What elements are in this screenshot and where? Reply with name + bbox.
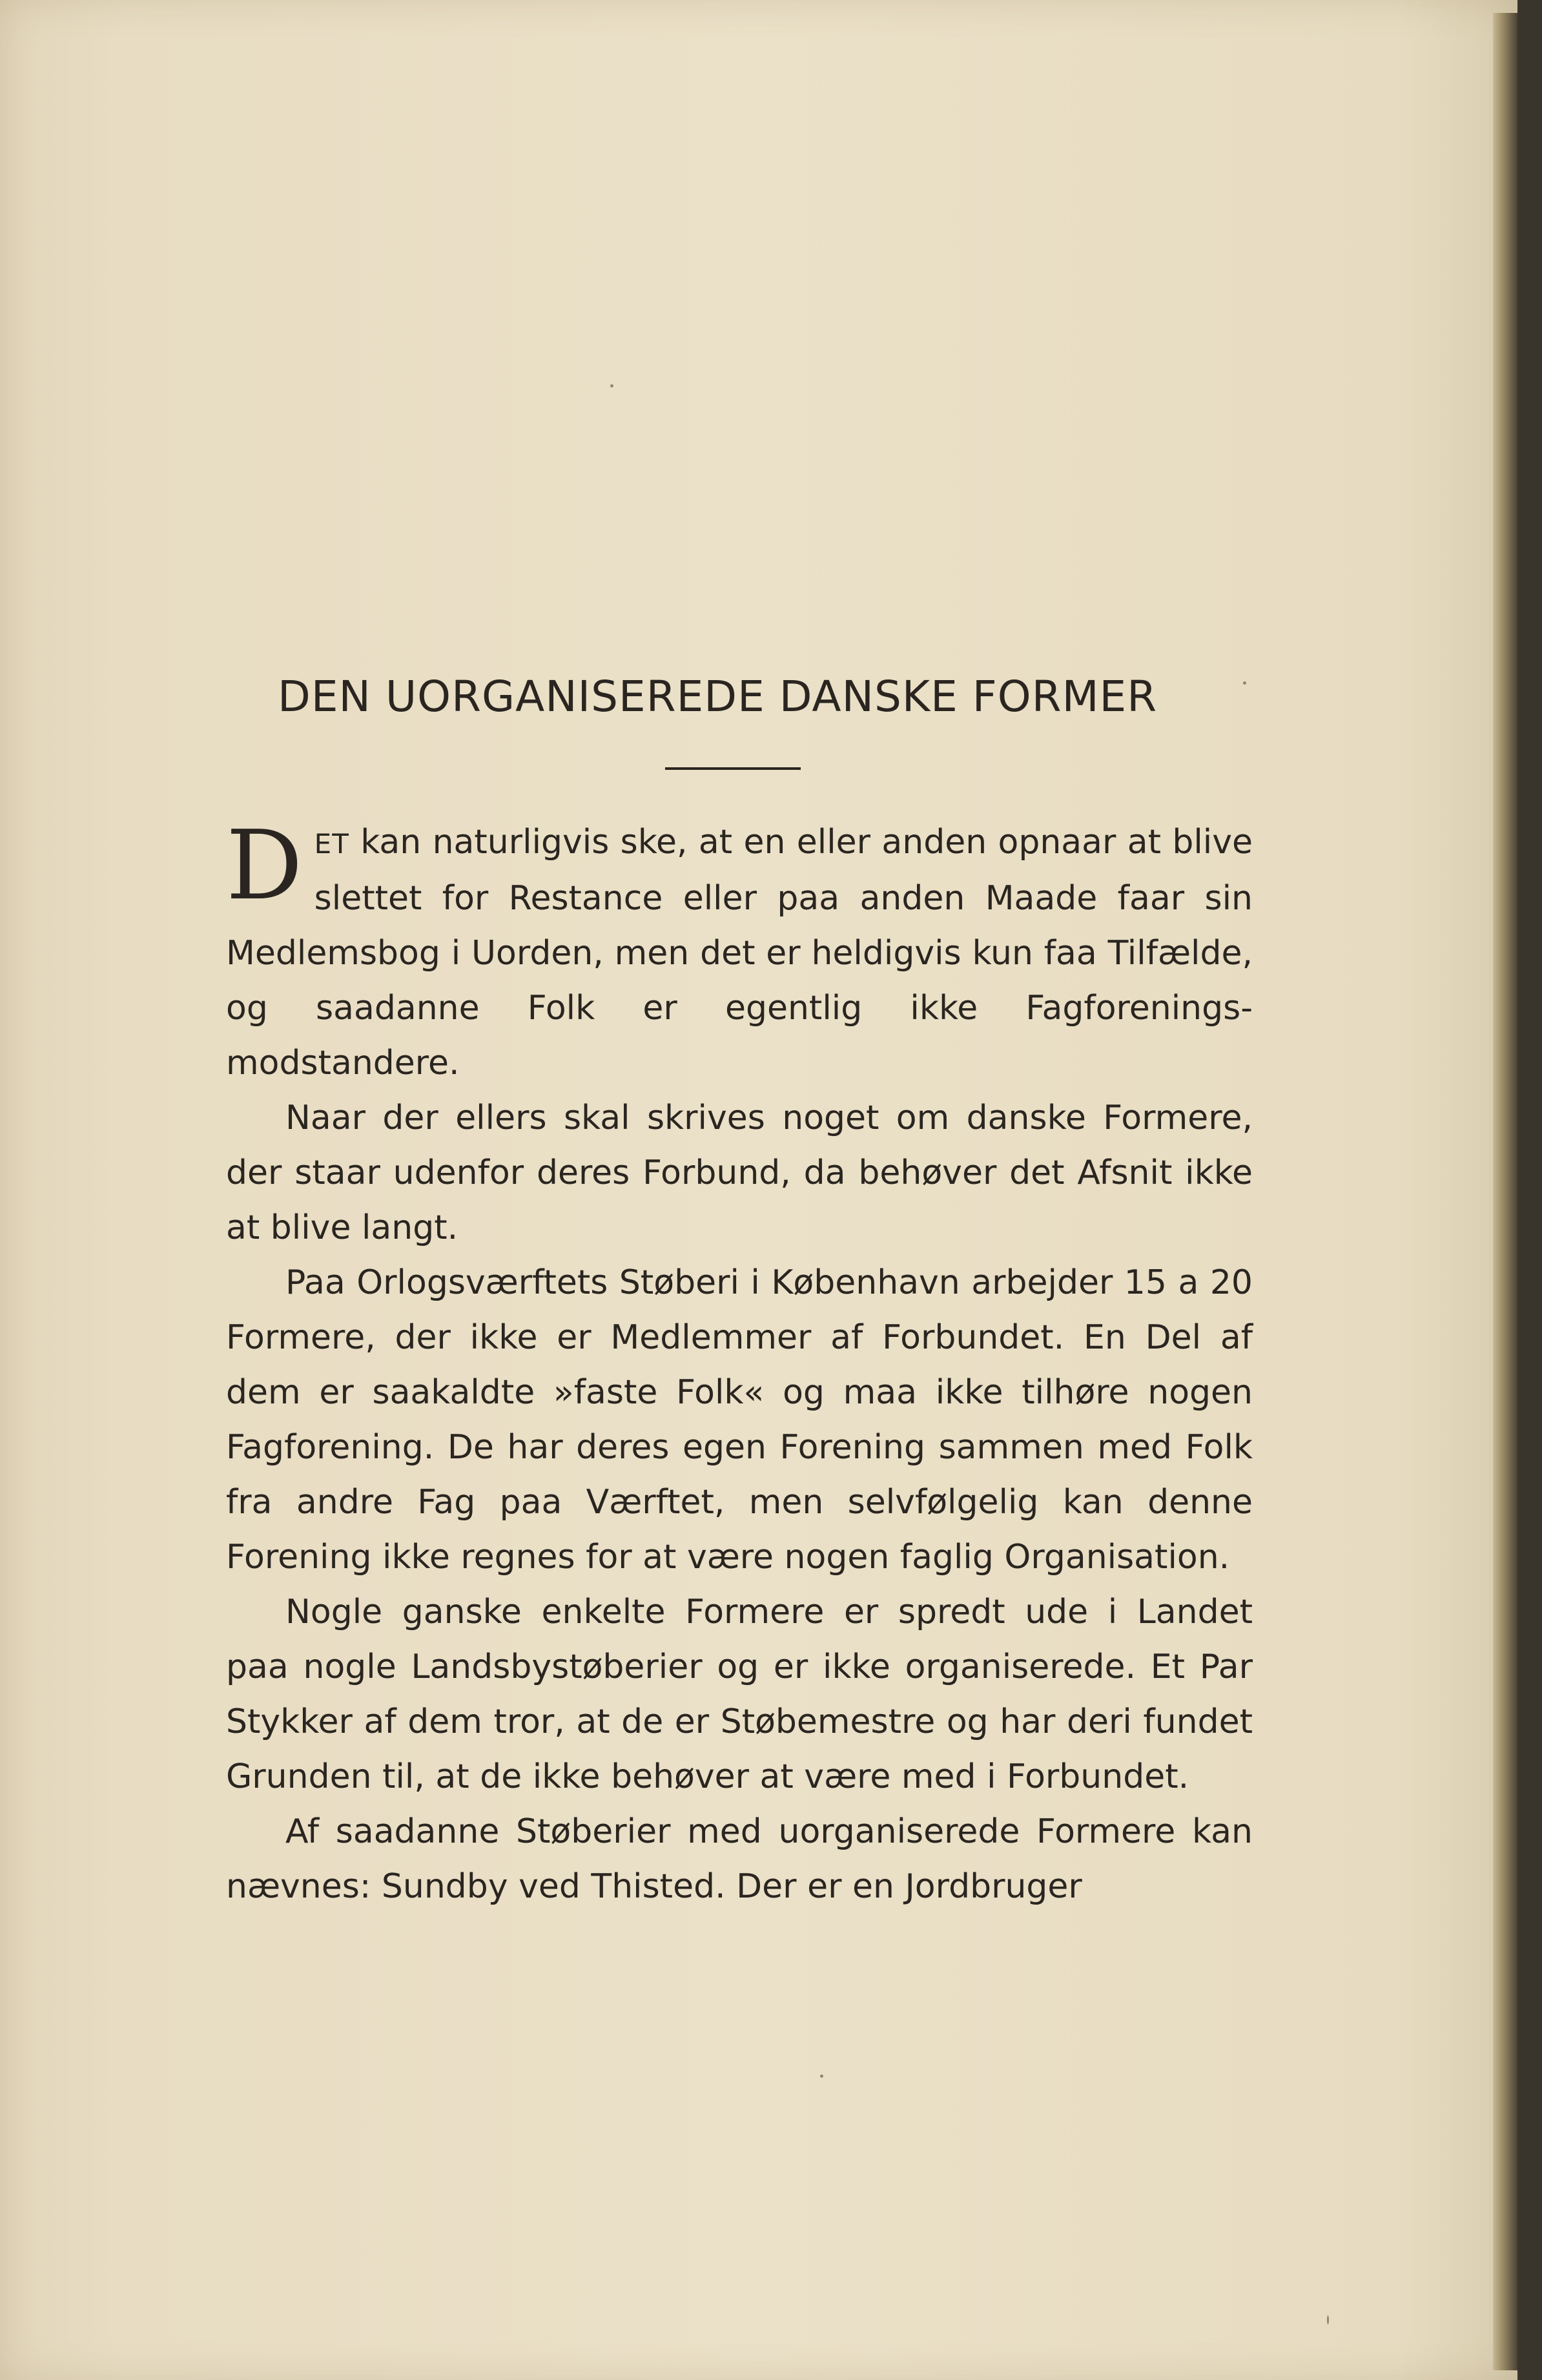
paper-speck [1327, 2315, 1329, 2324]
paper-speck [1243, 681, 1246, 685]
title-rule [665, 767, 801, 770]
paragraph: Naar der ellers skal skrives noget om danske Formere, der staar udenfor deres Forbund, da behøver det Afsnit ikke at blive langt. [226, 1099, 1253, 1247]
chapter-title: DEN UORGANISEREDE DANSKE FORMER [278, 672, 1158, 721]
paragraph: Nogle ganske enkelte Formere er spredt ude i Landet paa nogle Landsbystøberier og er ikke organiserede. Et Par Stykker af dem tror, at de er Støbemestre og har deri fundet Grunden til, at de ikke behøver at være med i Forbundet. [226, 1593, 1253, 1796]
paper-speck [820, 2075, 823, 2078]
page-edge [1493, 13, 1517, 2370]
paragraph [226, 810, 1253, 1091]
paragraph: Paa Orlogsværftets Støberi i København arbejder 15 a 20 Formere, der ikke er Medlemmer af Forbundet. En Del af dem er saakaldte »faste Folk« og maa ikke tilhøre nogen Fagforening. De har deres egen Forening sammen med Folk fra andre Fag paa Værftet, men selvfølgelig kan denne Forening ikke regnes for at være nogen faglig Organisation. [226, 1263, 1253, 1577]
paper-speck [610, 384, 613, 388]
paragraph-text: kan naturligvis ske, at en eller anden opnaar at blive slettet for Restance eller paa anden Maade faar sin Medlemsbog i Uorden, men det er heldigvis kun faa Tilfælde, og saadanne Folk er egentlig ikke Fagforenings-modstandere. [226, 823, 1253, 1082]
lead-in: ET [314, 828, 349, 860]
drop-cap: D [226, 810, 303, 921]
paragraph: Af saadanne Støberier med uorganiserede Formere kan nævnes: Sundby ved Thisted. Der er en Jordbruger [226, 1812, 1253, 1906]
body-text [226, 810, 1253, 1914]
